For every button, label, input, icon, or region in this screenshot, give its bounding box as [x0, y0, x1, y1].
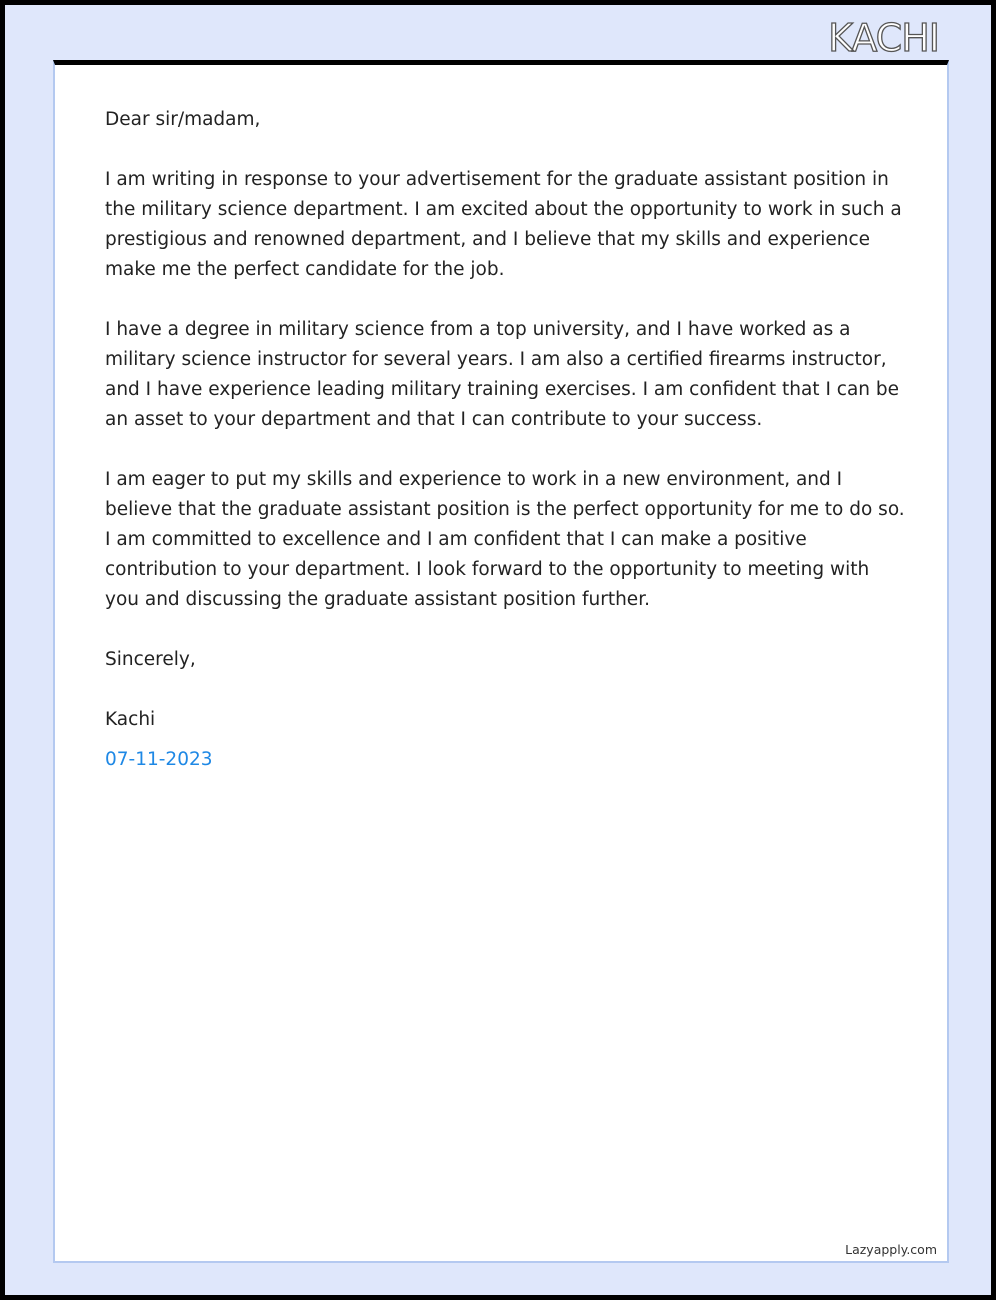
cover-letter [105, 105, 905, 775]
brand-logo: KACHI [828, 16, 939, 60]
footer-watermark: Lazyapply.com [845, 1242, 937, 1257]
salutation: Dear sir/madam, [105, 109, 261, 130]
paragraph-3: I am eager to put my skills and experience to work in a new environment, and I believe that the graduate assistant position is the perfect opportunity for me to do so. I am committed to excellence and I am confident that I can make a positive contribution to your department. I look forward to the opportunity to meeting with you and discussing the graduate assistant position further. [105, 469, 905, 610]
signature: Kachi [105, 709, 156, 730]
closing: Sincerely, [105, 649, 196, 670]
paragraph-1: I am writing in response to your advertisement for the graduate assistant position in the military science department. I am excited about the opportunity to work in such a prestigious and renowned department, and I believe that my skills and experience make me the perfect candidate for the job. [105, 169, 902, 280]
paragraph-2: I have a degree in military science from a top university, and I have worked as a military science instructor for several years. I am also a certified firearms instructor, and I have experience leading military training exercises. I am confident that I can be an asset to your department and that I can contribute to your success. [105, 319, 900, 430]
letter-date: 07-11-2023 [105, 749, 213, 770]
letter-page [53, 60, 949, 1263]
background-frame [5, 5, 991, 1295]
